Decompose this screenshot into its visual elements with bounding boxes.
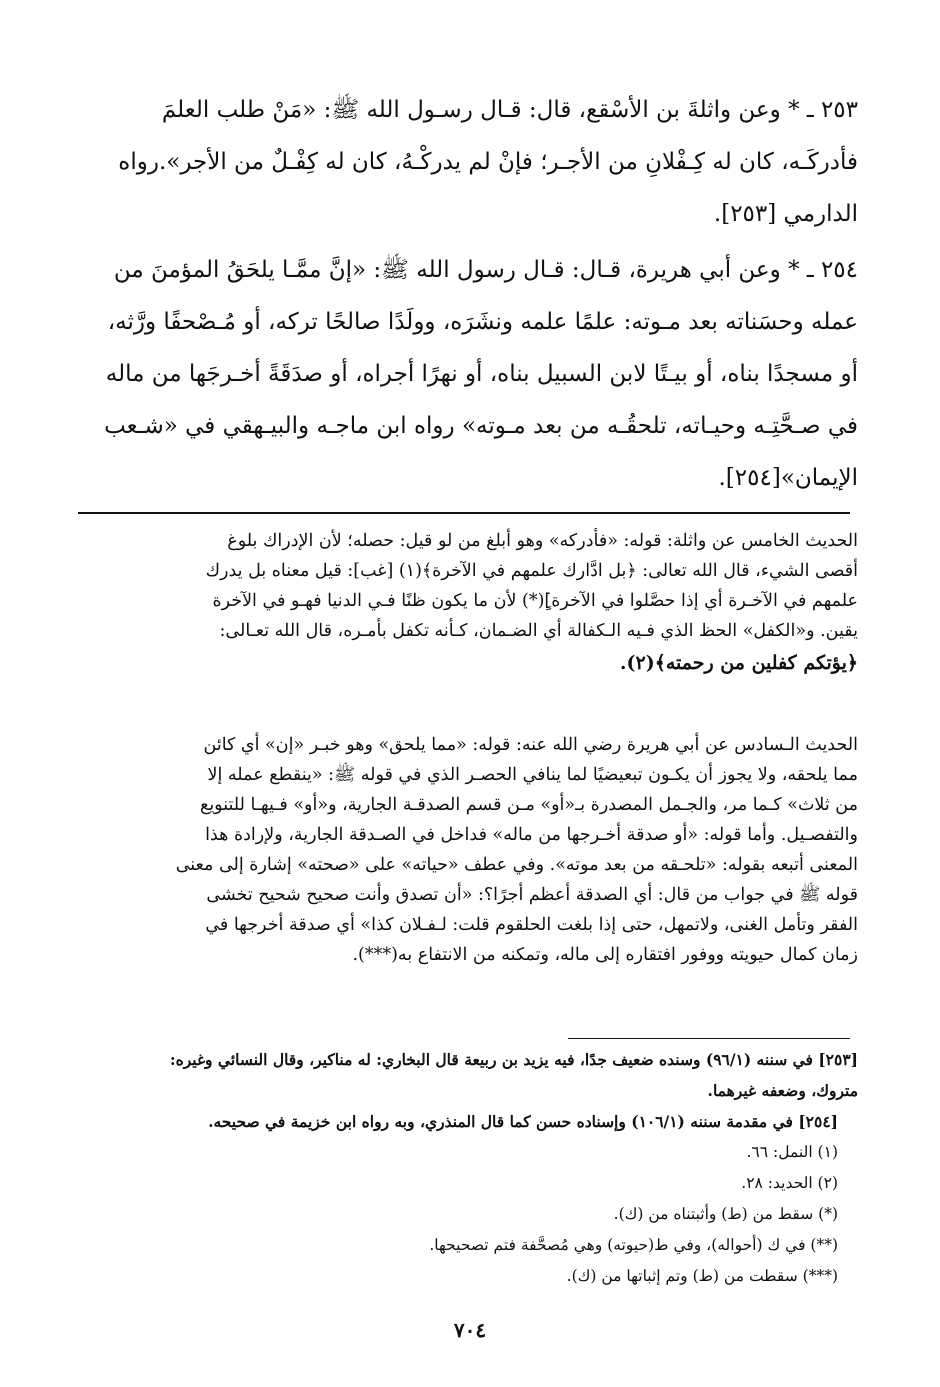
footnote-star-1: (*) سقط من (ط) وأثبتناه من (ك). [613, 1205, 838, 1223]
footnote-254: [٢٥٤] في مقدمة سننه (١٠٦/١) وإسناده حسن كما قال المنذري، وبه رواه ابن خزيمة في صحيحه. [208, 1112, 838, 1131]
text-line: أقصى الشيء، قال الله تعالى: ﴿بل ادَّارك علمهم في الآخرة﴾(١) [غب]: قيل معناه بل يدرك [205, 561, 858, 581]
commentary-fifth-hadith [78, 526, 858, 680]
hadith-253 [78, 84, 858, 240]
text-line: الفقر وتأمل الغنى، ولاتمهل، حتى إذا بلغت الحلقوم قلت: لـفـلان كذا» أي صدقة أخرجها في [205, 915, 858, 935]
section-divider [78, 512, 850, 514]
text-line: يقين. و«الكفل» الحظ الذي فـيه الـكفالة أي الضـمان، كـأنه تكفل بأمـره، قال الله تعـالى: [219, 621, 858, 641]
text-line: المعنى أتبعه بقوله: «تلحـقه من بعد موته». وفي عطف «حياته» على «صحته» إشارة إلى معنى [175, 855, 858, 875]
text-line: مما يلحقه، ولا يجوز أن يكـون تبعيضيًا لما ينافي الحصـر الذي في قوله ﷺ: «ينقطع عمله إلا [207, 765, 858, 785]
text-line: الحديث الـسادس عن أبي هريرة رضي الله عنه: قوله: «مما يلحق» وهو خبـر «إن» أي كائن [203, 735, 858, 755]
text-line: من ثلاث» كـما مر، والجـمل المصدرة بـ«أو» مـن قسم الصدقـة الجارية، و«أو» فـيهـا للتنويع [200, 795, 858, 815]
commentary-sixth-hadith [78, 730, 858, 970]
quran-verse-line: ﴿يؤتكم كفلين من رحمته﴾(٢). [619, 652, 858, 674]
footnote-divider [568, 1038, 850, 1039]
text-line: فأدركَـه، كان له كِـفْلانِ من الأجـر؛ فإنْ لم يدركْـهُ، كان له كِفْـلٌ من الأجر».رواه [118, 149, 858, 175]
text-line: عمله وحسَناته بعد مـوته: علمًا علمه ونشَرَه، وولَدًا صالحًا تركه، أو مُـصْحفًا ورَّثه، [107, 309, 858, 335]
footnote-1: (١) النمل: ٦٦. [746, 1143, 838, 1161]
text-line: الحديث الخامس عن واثلة: قوله: «فأدركه» وهو أبلغ من لو قيل: حصله؛ لأن الإدراك بلوغ [227, 531, 858, 551]
footnotes [78, 1044, 858, 1292]
text-line: زمان كمال حيويته ووفور افتقاره إلى ماله، وتمكنه من الانتفاع به(***). [352, 945, 858, 965]
text-line: ٢٥٣ ـ * وعن واثلةَ بن الأسْقع، قال: قـال رسـول الله ﷺ: «مَنْ طلب العلمَ [161, 97, 858, 123]
footnote-253: [٢٥٣] في سننه (٩٦/١) وسنده ضعيف جدًا، فيه يزيد بن ربيعة قال البخاري: له مناكير، وقال النسائي وغيره: [169, 1050, 858, 1069]
text-line: علمهم في الآخـرة أي إذا حصَّلوا في الآخرة]ٍ(*) لأن ما يكون ظنًا فـي الدنيا فهـو في الآخرة [212, 591, 858, 611]
text-line: والتفصـيل. وأما قوله: «أو صدقة أخـرجها من ماله» فداخل في الصـدقة الجارية، ولإرادة هذا [205, 825, 858, 845]
hadith-254 [78, 244, 858, 504]
text-line: أو مسجدًا بناه، أو بيـتًا لابن السبيل بناه، أو نهرًا أجراه، أو صدَقَةً أخـرجَها من ماله [105, 361, 858, 387]
footnote-star-2: (**) في ك (أحواله)، وفي ط(حيوته) وهي مُصحَّفة فتم تصحيحها. [429, 1236, 838, 1254]
text-line: الإيمان»[٢٥٤]. [718, 465, 858, 491]
text-line: في صـحَّتِـه وحيـاته، تلحقُـه من بعد مـوته» رواه ابن ماجـه والبيـهقي في «شـعب [104, 413, 858, 439]
text-line: ٢٥٤ ـ * وعن أبي هريرة، قـال: قـال رسول الله ﷺ: «إنَّ ممَّـا يلحَقُ المؤمنَ من [113, 257, 858, 283]
page-number: ٧٠٤ [453, 1318, 487, 1342]
text-line: قوله ﷺ في جواب من قال: أي الصدقة أعظم أجرًا؟: «أن تصدق وأنت صحيح شحيح تخشى [206, 885, 858, 905]
footnote-253-continued: متروك، وضعفه غيرهما. [707, 1081, 858, 1100]
footnote-2: (٢) الحديد: ٢٨. [741, 1174, 838, 1192]
text-line: الدارمي [٢٥٣]. [713, 201, 858, 227]
footnote-star-3: (***) سقطت من (ط) وتم إثباتها من (ك). [566, 1267, 838, 1285]
